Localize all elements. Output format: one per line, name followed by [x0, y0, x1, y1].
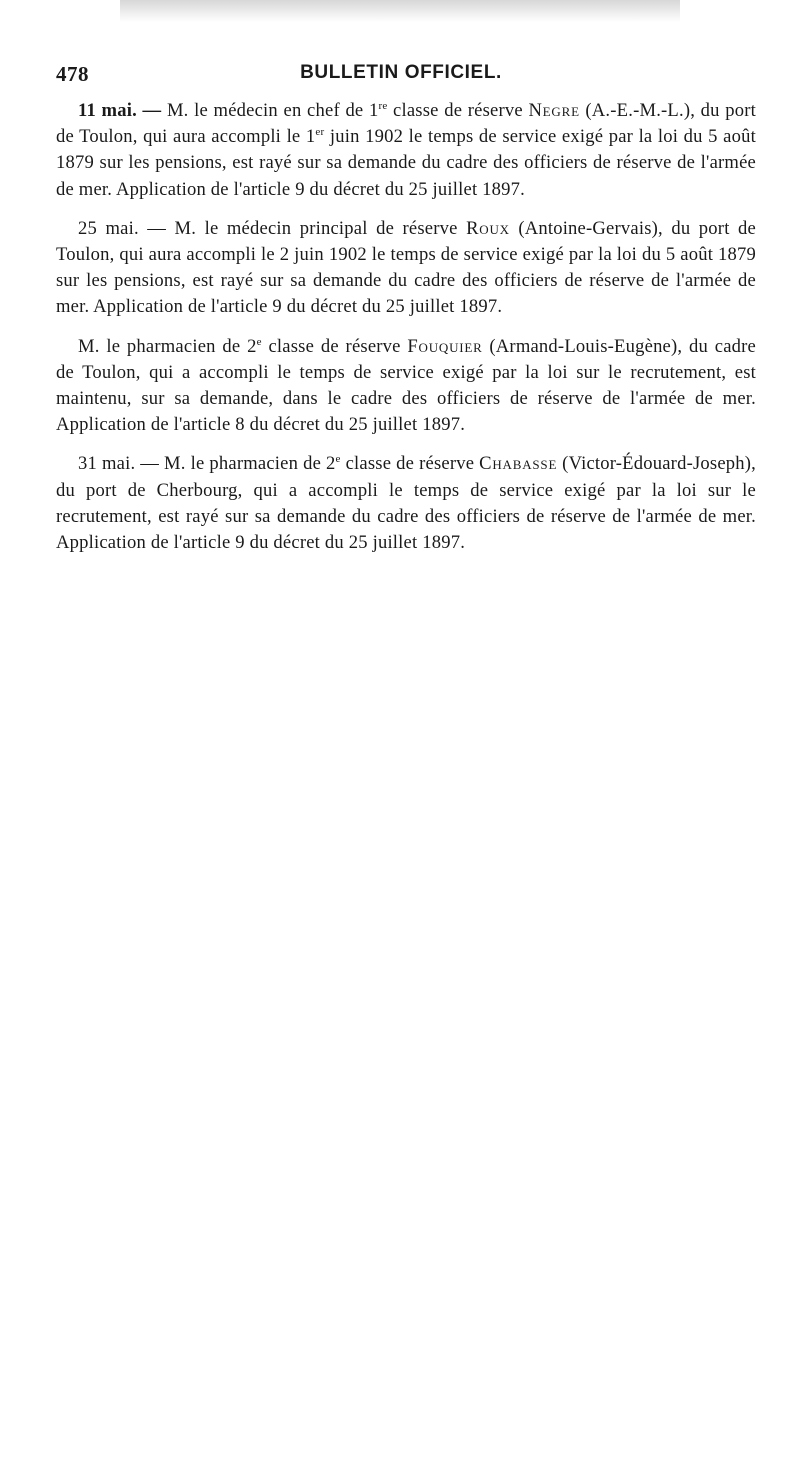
paragraph-text: (Armand-Louis-Eugène), du cadre de Toulon, qui a accompli le temps de service exigé par la loi sur le recrutement, est maintenu, sur sa demande, dans le cadre des officiers de réserve de l'armée de mer. Application de l'article 8 du décret du 25 juillet 1897.	[56, 335, 757, 436]
paragraph-31-mai	[56, 451, 756, 556]
paragraph-text: (Victor-Édouard-Joseph), du port de Cherbourg, qui a accompli le temps de service exigé par la loi sur le recrutement, est rayé sur sa demande du cadre des officiers de réserve de l'armée de mer. Application de l'article 9 du décret du 25 juillet 1897.	[56, 453, 757, 554]
paragraph-text: classe de réserve	[387, 100, 529, 121]
paragraph-fouquier	[56, 334, 756, 439]
running-title: BULLETIN OFFICIEL.	[300, 62, 502, 83]
paragraph-text: M. le médecin en chef de 1	[161, 100, 379, 121]
paragraph-text: M. le pharmacien de 2	[159, 453, 336, 475]
paragraph-25-mai	[56, 216, 756, 321]
person-name: Roux	[466, 217, 510, 239]
paragraph-text: M. le médecin principal de réserve	[166, 217, 467, 239]
paragraph-date: 25 mai. —	[78, 217, 167, 239]
paragraph-11-mai	[56, 98, 756, 203]
paragraph-text: classe de réserve	[340, 453, 480, 475]
paragraph-text: juin 1902 le temps de service exigé par la loi du 5 août 1879 sur les pensions, est rayé sur sa demande du cadre des officiers de réserve de l'armée de mer. Application de l'article 9 du décret du 25 juillet 1897.	[56, 126, 756, 200]
page-header	[56, 62, 746, 88]
document-body	[56, 98, 756, 569]
person-name: Fouquier	[407, 335, 483, 357]
superscript: e	[335, 453, 341, 466]
person-name: Negre	[528, 100, 580, 121]
person-name: Chabasse	[479, 453, 558, 475]
paragraph-text: (A.-E.-M.-L.), du port de Toulon, qui aura accompli le 1	[56, 100, 757, 148]
paragraph-text: (Antoine-Gervais), du port de Toulon, qui aura accompli le 2 juin 1902 le temps de service exigé par la loi du 5 août 1879 sur les pensions, est rayé sur sa demande du cadre des officiers de réserve de l'armée de mer. Application de l'article 9 du décret du 25 juillet 1897.	[56, 217, 756, 318]
paragraph-date: 31 mai. —	[78, 453, 160, 475]
scan-edge-shading	[120, 0, 680, 22]
superscript: er	[315, 126, 325, 139]
page-number: 478	[56, 62, 89, 86]
paragraph-text: classe de réserve	[261, 335, 408, 357]
paragraph-text: M. le pharmacien de 2	[78, 335, 257, 357]
superscript: e	[256, 335, 262, 348]
superscript: re	[378, 99, 388, 112]
paragraph-date: 11 mai. —	[78, 100, 162, 121]
